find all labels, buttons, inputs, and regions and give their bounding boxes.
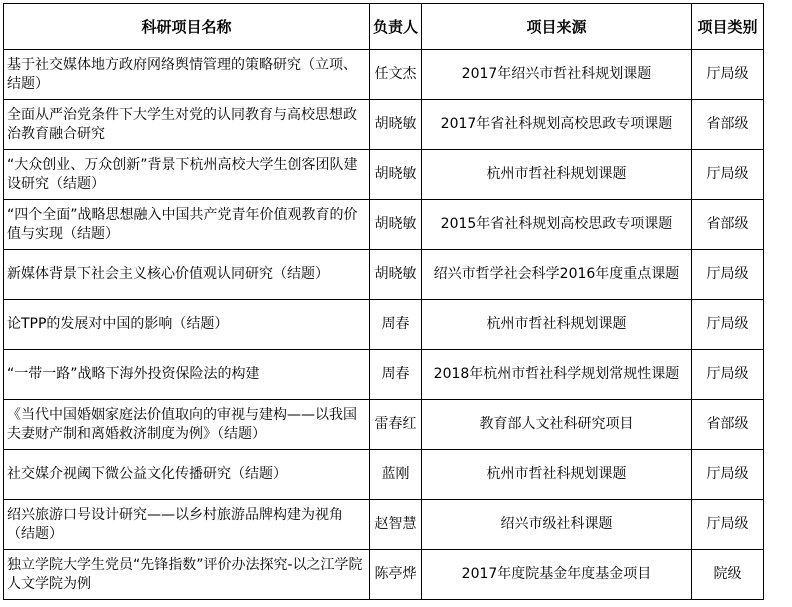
category-cell: 省部级 — [692, 100, 764, 150]
source-cell: 2017年省社科规划高校思政专项课题 — [422, 100, 692, 150]
person-cell: 胡晓敏 — [370, 250, 422, 300]
table-row — [4, 500, 764, 550]
category-cell: 省部级 — [692, 200, 764, 250]
person-cell: 任文杰 — [370, 50, 422, 100]
project-name-cell: “大众创业、万众创新”背景下杭州高校大学生创客团队建设研究（结题） — [4, 150, 370, 200]
category-cell: 厅局级 — [692, 50, 764, 100]
table-row — [4, 450, 764, 500]
category-cell: 省部级 — [692, 400, 764, 450]
source-cell: 2018年杭州市哲社科学规划常规性课题 — [422, 350, 692, 400]
source-cell: 绍兴市级社科课题 — [422, 500, 692, 550]
project-name-cell: 《当代中国婚姻家庭法价值取向的审视与建构——以我国夫妻财产制和离婚救济制度为例》（结题） — [4, 400, 370, 450]
table-row — [4, 300, 764, 350]
project-name-cell: “四个全面”战略思想融入中国共产党青年价值观教育的价值与实现（结题） — [4, 200, 370, 250]
project-name-cell: 论TPP的发展对中国的影响（结题） — [4, 300, 370, 350]
source-cell: 杭州市哲社科规划课题 — [422, 450, 692, 500]
source-cell: 2017年度院基金年度基金项目 — [422, 550, 692, 600]
project-name-cell: “一带一路”战略下海外投资保险法的构建 — [4, 350, 370, 400]
table-header-row — [4, 4, 764, 50]
table-row — [4, 100, 764, 150]
table-row — [4, 250, 764, 300]
person-cell: 蓝刚 — [370, 450, 422, 500]
person-cell: 赵智慧 — [370, 500, 422, 550]
person-cell: 周春 — [370, 350, 422, 400]
table-row — [4, 400, 764, 450]
person-cell: 胡晓敏 — [370, 150, 422, 200]
category-cell: 厅局级 — [692, 150, 764, 200]
project-name-cell: 新媒体背景下社会主义核心价值观认同研究（结题） — [4, 250, 370, 300]
header-project-category: 项目类别 — [692, 4, 764, 50]
source-cell: 教育部人文社科研究项目 — [422, 400, 692, 450]
table-row — [4, 350, 764, 400]
table-row — [4, 150, 764, 200]
project-name-cell: 全面从严治党条件下大学生对党的认同教育与高校思想政治教育融合研究 — [4, 100, 370, 150]
category-cell: 厅局级 — [692, 350, 764, 400]
category-cell: 厅局级 — [692, 250, 764, 300]
category-cell: 厅局级 — [692, 300, 764, 350]
source-cell: 2015年省社科规划高校思政专项课题 — [422, 200, 692, 250]
person-cell: 胡晓敏 — [370, 200, 422, 250]
header-person-in-charge: 负责人 — [370, 4, 422, 50]
person-cell: 雷春红 — [370, 400, 422, 450]
table-row — [4, 550, 764, 600]
project-name-cell: 独立学院大学生党员“先锋指数”评价办法探究-以之江学院人文学院为例 — [4, 550, 370, 600]
project-name-cell: 绍兴旅游口号设计研究——以乡村旅游品牌构建为视角（结题） — [4, 500, 370, 550]
header-project-name: 科研项目名称 — [4, 4, 370, 50]
source-cell: 绍兴市哲学社会科学2016年度重点课题 — [422, 250, 692, 300]
category-cell: 厅局级 — [692, 450, 764, 500]
person-cell: 周春 — [370, 300, 422, 350]
category-cell: 厅局级 — [692, 500, 764, 550]
project-name-cell: 社交媒介视阈下微公益文化传播研究（结题） — [4, 450, 370, 500]
project-name-cell: 基于社交媒体地方政府网络舆情管理的策略研究（立项、结题） — [4, 50, 370, 100]
table-row — [4, 50, 764, 100]
header-project-source: 项目来源 — [422, 4, 692, 50]
source-cell: 杭州市哲社科规划课题 — [422, 300, 692, 350]
source-cell: 2017年绍兴市哲社科规划课题 — [422, 50, 692, 100]
source-cell: 杭州市哲社科规划课题 — [422, 150, 692, 200]
research-project-table — [3, 3, 764, 600]
category-cell: 院级 — [692, 550, 764, 600]
table-row — [4, 200, 764, 250]
person-cell: 陈亭烨 — [370, 550, 422, 600]
project-table-container — [3, 3, 764, 600]
person-cell: 胡晓敏 — [370, 100, 422, 150]
